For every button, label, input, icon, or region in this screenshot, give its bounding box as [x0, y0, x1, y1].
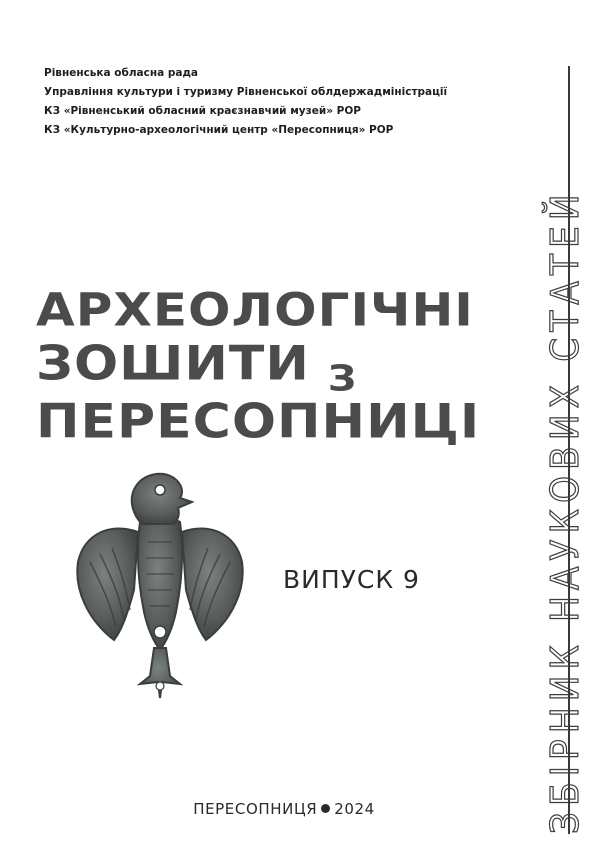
publisher-line: Рівненська обласна рада [44, 67, 199, 79]
publisher-line: Управління культури і туризму Рівненської облдержадміністрації [44, 86, 448, 98]
title-line-1: АРХЕОЛОГІЧНІ [36, 284, 474, 337]
book-title [36, 286, 480, 452]
issue-number: ВИПУСК 9 [283, 565, 420, 594]
bullet-icon [321, 804, 330, 813]
title-line-3: ПЕРЕСОПНИЦІ [36, 395, 481, 450]
publishers-block [44, 64, 447, 140]
imprint-year: 2024 [334, 800, 375, 818]
series-title-vertical: ЗБІРНИК НАУКОВИХ СТАТЕЙ [543, 188, 587, 834]
eagle-artifact-image [70, 462, 250, 702]
publisher-line: КЗ «Рівненський обласний краєзнавчий музей» РОР [44, 105, 361, 117]
title-line-2-main: ЗОШИТИ [36, 337, 310, 392]
title-line-2 [36, 337, 480, 400]
imprint [0, 800, 568, 818]
imprint-place: ПЕРЕСОПНИЦЯ [193, 800, 318, 818]
title-line-2-preposition: З [327, 358, 358, 400]
publisher-line: КЗ «Культурно-археологічний центр «Пересопниця» РОР [44, 124, 394, 136]
